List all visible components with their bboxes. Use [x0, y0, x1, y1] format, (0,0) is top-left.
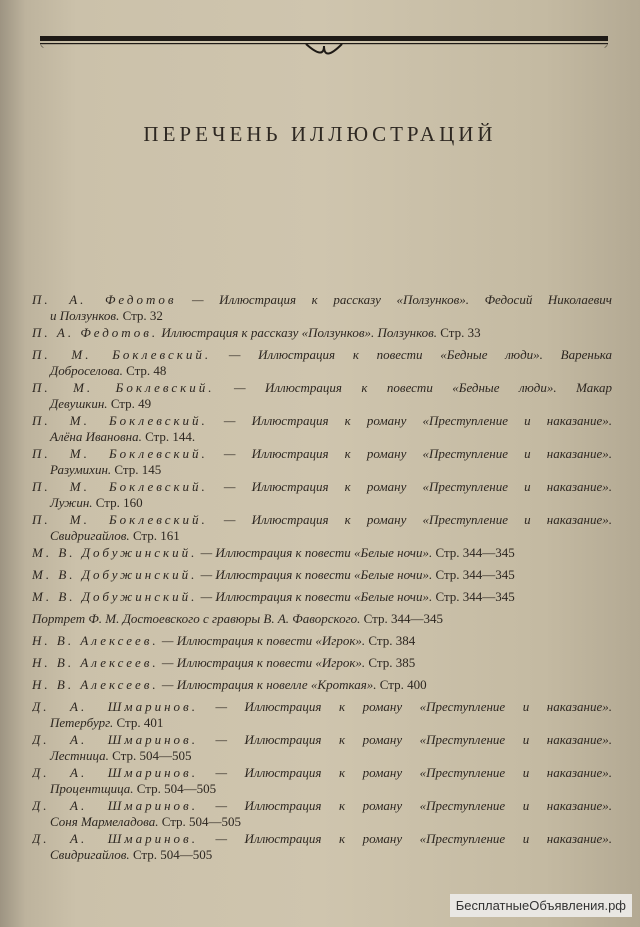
entry-subject: Петербург. [50, 715, 114, 730]
entry-line [32, 633, 612, 649]
entry-author: Н. В. Алексеев. [32, 655, 159, 670]
entry-description: — Иллюстрация к роману «Преступление и наказание». [197, 765, 612, 780]
entry-line [32, 545, 612, 561]
entry-description: — Иллюстрация к рассказу «Ползунков». Федосий Николаевич [176, 292, 612, 307]
list-item [32, 699, 612, 731]
entry-author: Н. В. Алексеев. [32, 677, 159, 692]
list-item [32, 325, 612, 341]
entry-author: Д. А. Шмаринов. [32, 732, 198, 747]
entry-continuation [32, 495, 612, 511]
entry-description: — Иллюстрация к повести «Белые ночи». [197, 567, 433, 582]
entry-page: Стр. 401 [113, 715, 164, 730]
list-item [32, 292, 612, 324]
entry-continuation [32, 429, 612, 445]
entry-author: М. В. Добужинский. [32, 567, 198, 582]
entry-continuation [32, 363, 612, 379]
entry-subject: Процентщица. [50, 781, 134, 796]
header-ornament [40, 30, 608, 60]
entry-page: Стр. 32 [119, 308, 163, 323]
entry-line [32, 765, 612, 781]
entry-page: Стр. 344—345 [432, 545, 515, 560]
entry-line [32, 567, 612, 583]
list-item [32, 831, 612, 863]
entry-page: Стр. 504—505 [158, 814, 242, 829]
list-item [32, 413, 612, 445]
list-item [32, 380, 612, 412]
entry-page: Стр. 344—345 [432, 567, 515, 582]
entry-author: Д. А. Шмаринов. [32, 831, 198, 846]
entry-description: — Иллюстрация к новелле «Кроткая». [158, 677, 377, 692]
entry-page: Стр. 144. [141, 429, 196, 444]
entry-author: М. В. Добужинский. [32, 545, 198, 560]
entry-author: П. А. Федотов. [32, 325, 159, 340]
entry-continuation [32, 847, 612, 863]
list-item [32, 446, 612, 478]
entry-subject: Лужин. [50, 495, 93, 510]
entry-line [32, 699, 612, 715]
entry-description: — Иллюстрация к роману «Преступление и наказание». [207, 512, 612, 527]
entry-continuation [32, 308, 612, 324]
list-item [32, 655, 612, 671]
entry-description: — Иллюстрация к повести «Игрок». [158, 633, 366, 648]
entry-description: — Иллюстрация к роману «Преступление и наказание». [197, 699, 612, 714]
entry-author: Д. А. Шмаринов. [32, 699, 198, 714]
entry-page: Стр. 145 [111, 462, 162, 477]
list-item [32, 567, 612, 583]
list-item [32, 545, 612, 561]
entry-page: Стр. 161 [129, 528, 180, 543]
list-item [32, 677, 612, 693]
entry-line [32, 347, 612, 363]
entry-description: — Иллюстрация к роману «Преступление и наказание». [197, 798, 612, 813]
entry-subject: Соня Мармеладова. [50, 814, 159, 829]
entry-line [32, 655, 612, 671]
entry-description: — Иллюстрация к повести «Белые ночи». [197, 545, 433, 560]
entry-description: — Иллюстрация к роману «Преступление и наказание». [207, 446, 612, 461]
entry-subject: Разумихин. [50, 462, 112, 477]
entry-line [32, 798, 612, 814]
entry-page: Стр. 384 [365, 633, 416, 648]
page-title: ПЕРЕЧЕНЬ ИЛЛЮСТРАЦИЙ [143, 122, 497, 146]
entry-page: Стр. 504—505 [108, 748, 192, 763]
entry-continuation [32, 528, 612, 544]
entry-line [32, 413, 612, 429]
entry-page: Стр. 344—345 [360, 611, 444, 626]
entry-line [32, 589, 612, 605]
entry-continuation [32, 781, 612, 797]
entry-line [32, 292, 612, 308]
entry-author: П. А. Федотов [32, 292, 177, 307]
entry-line [32, 446, 612, 462]
entry-author: П. М. Боклевский. [32, 380, 215, 395]
entry-continuation [32, 814, 612, 830]
list-item [32, 765, 612, 797]
list-item [32, 798, 612, 830]
list-item [32, 732, 612, 764]
entry-subject: Свидригайлов. [50, 847, 130, 862]
entry-description: — Иллюстрация к роману «Преступление и наказание». [197, 732, 612, 747]
entry-description: — Иллюстрация к повести «Бедные люди». Варенька [211, 347, 612, 362]
entry-subject: Свидригайлов. [50, 528, 130, 543]
entry-author: П. М. Боклевский. [32, 479, 208, 494]
entry-subject: Доброселова. [50, 363, 123, 378]
entry-page: Стр. 160 [92, 495, 143, 510]
entry-page: Стр. 33 [437, 325, 481, 340]
entry-author: М. В. Добужинский. [32, 589, 198, 604]
entry-line [32, 479, 612, 495]
entry-line [32, 380, 612, 396]
entry-subject: Девушкин. [50, 396, 108, 411]
entry-page: Стр. 344—345 [432, 589, 515, 604]
entry-description: — Иллюстрация к роману «Преступление и наказание». [207, 479, 612, 494]
entry-page: Стр. 385 [365, 655, 416, 670]
entry-page: Стр. 48 [122, 363, 167, 378]
list-item [32, 611, 612, 627]
entry-description: — Иллюстрация к повести «Белые ночи». [197, 589, 433, 604]
entry-page: Стр. 504—505 [133, 781, 217, 796]
entry-line [32, 512, 612, 528]
entry-author: П. М. Боклевский. [32, 512, 208, 527]
list-item [32, 479, 612, 511]
entry-line [32, 831, 612, 847]
entry-author: Д. А. Шмаринов. [32, 798, 198, 813]
entry-page: Стр. 400 [376, 677, 427, 692]
entry-continuation [32, 396, 612, 412]
entry-line [32, 677, 612, 693]
entry-line [32, 732, 612, 748]
entry-line [32, 611, 612, 627]
entry-subject: Лестница. [50, 748, 109, 763]
entry-author: П. М. Боклевский. [32, 347, 212, 362]
entry-author: Д. А. Шмаринов. [32, 765, 198, 780]
illustrations-list [32, 292, 612, 864]
list-item [32, 347, 612, 379]
list-item [32, 589, 612, 605]
entry-page: Стр. 504—505 [129, 847, 213, 862]
entry-description: — Иллюстрация к роману «Преступление и наказание». [197, 831, 612, 846]
entry-description: — Иллюстрация к повести «Игрок». [158, 655, 366, 670]
entry-description: — Иллюстрация к роману «Преступление и наказание». [207, 413, 612, 428]
list-item [32, 512, 612, 544]
entry-continuation [32, 748, 612, 764]
entry-subject: и Ползунков. [50, 308, 120, 323]
entry-description: Иллюстрация к рассказу «Ползунков». Ползунков. [158, 325, 438, 340]
entry-continuation [32, 462, 612, 478]
entry-continuation [32, 715, 612, 731]
entry-line [32, 325, 612, 341]
list-item [32, 633, 612, 649]
watermark: БесплатныеОбъявления.рф [450, 894, 632, 917]
entry-author: Н. В. Алексеев. [32, 633, 159, 648]
entry-subject: Алёна Ивановна. [50, 429, 142, 444]
entry-author: П. М. Боклевский. [32, 413, 208, 428]
entry-description: — Иллюстрация к повести «Бедные люди». Макар [214, 380, 612, 395]
entry-author: П. М. Боклевский. [32, 446, 208, 461]
entry-page: Стр. 49 [107, 396, 152, 411]
entry-description: Портрет Ф. М. Достоевского с гравюры В. А. Фаворского. [32, 611, 361, 626]
